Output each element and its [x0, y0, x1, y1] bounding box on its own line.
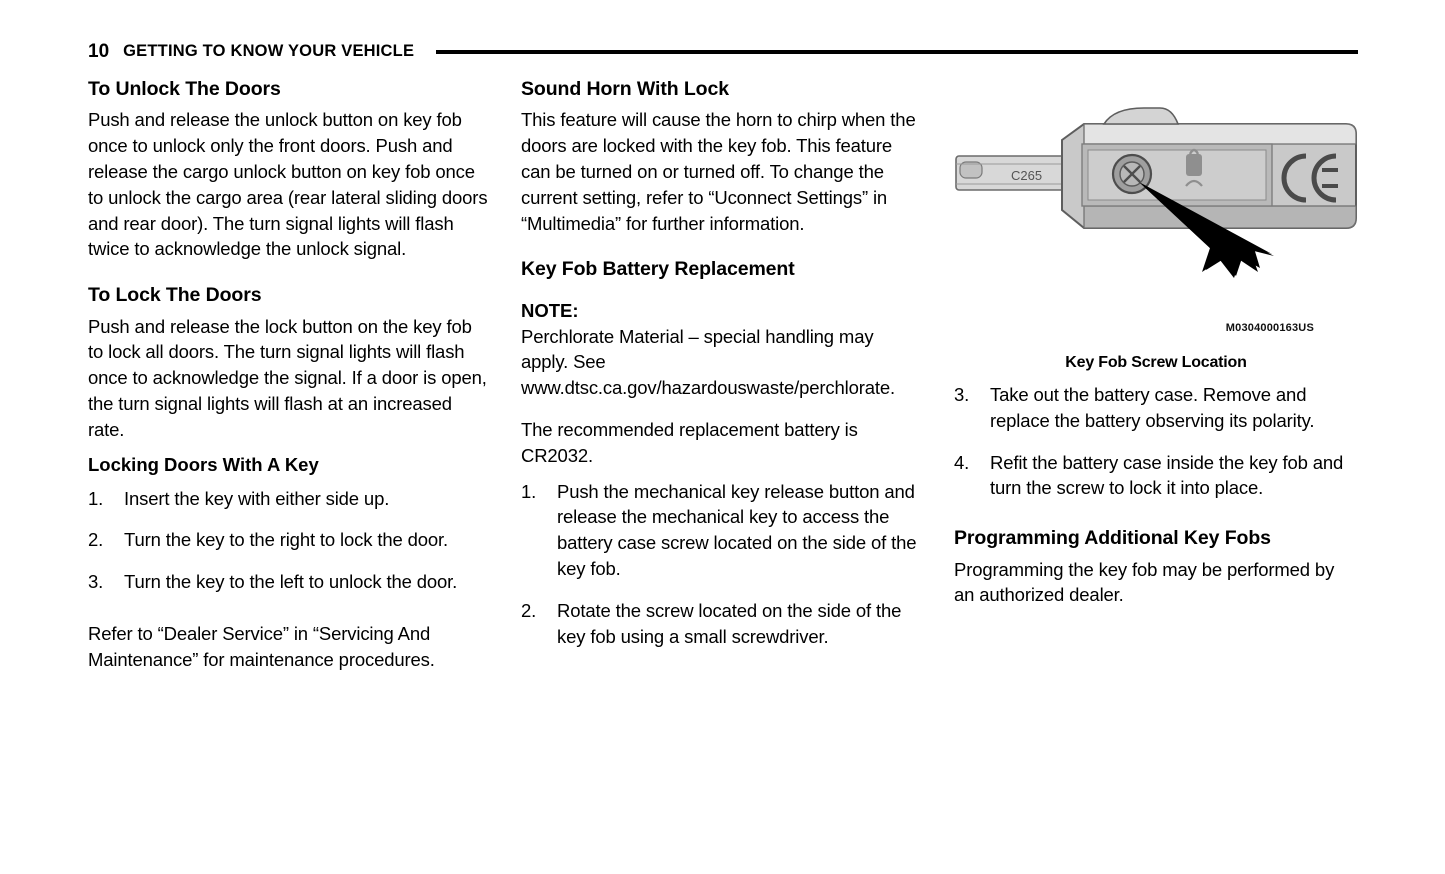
section-heading-unlock-doors: To Unlock The Doors — [88, 78, 281, 100]
list-item-text: Turn the key to the left to unlock the door. — [124, 571, 458, 593]
spacer — [88, 262, 488, 284]
column-middle — [521, 78, 921, 665]
column-left — [88, 78, 488, 673]
page-title: GETTING TO KNOW YOUR VEHICLE — [123, 41, 415, 60]
list-item — [521, 479, 921, 582]
subheading-locking-doors-with-key: Locking Doors With A Key — [88, 453, 319, 475]
list-item — [88, 569, 488, 595]
paragraph-unlock-doors: Push and release the unlock button on key fob once to unlock only the front doors. Push and release the cargo unlock button on key fob once to unlock the cargo area (rear lateral sliding doors and rear door). The turn signal lights will flash twice to acknowledge the unlock signal. — [88, 109, 488, 260]
paragraph-programming-key-fobs: Programming the key fob may be performed by an authorized dealer. — [954, 558, 1335, 606]
header-divider — [436, 50, 1358, 54]
figure-caption: Key Fob Screw Location — [1065, 354, 1247, 371]
list-battery-steps — [521, 479, 921, 650]
list-item-text: Take out the battery case. Remove and replace the battery observing its polarity. — [990, 384, 1315, 431]
list-item — [954, 382, 1358, 434]
list-item-number: 1. — [521, 480, 537, 502]
paragraph-note-perchlorate: Perchlorate Material – special handling may apply. See www.dtsc.ca.gov/hazardouswaste/perchlorate. — [521, 325, 896, 399]
list-item-text: Refit the battery case inside the key fob and turn the screw to lock it into place. — [990, 451, 1344, 499]
paragraph-refer-dealer-service: Refer to “Dealer Service” in “Servicing And Maintenance” for maintenance procedures. — [88, 623, 435, 670]
list-item-number: 1. — [88, 487, 104, 509]
list-item-number: 2. — [88, 529, 104, 551]
key-fob-illustration — [954, 100, 1358, 315]
spacer — [521, 401, 921, 417]
list-item — [88, 486, 488, 512]
list-item-number: 3. — [88, 571, 104, 593]
spacer — [88, 611, 488, 621]
list-item-text: Rotate the screw located on the side of the key fob using a small screwdriver. — [557, 599, 902, 647]
list-item-text: Turn the key to the right to lock the door. — [124, 529, 448, 551]
spacer — [521, 236, 921, 258]
list-item — [88, 527, 488, 553]
spacer — [954, 517, 1358, 527]
section-heading-lock-doors: To Lock The Doors — [88, 284, 262, 307]
list-item-number: 3. — [954, 384, 970, 405]
paragraph-sound-horn: This feature will cause the horn to chirp when the doors are locked with the key fob. This feature can be turned on or turned off. To change the current setting, refer to “Uconnect Settings” in “Multimedia” for further information. — [521, 109, 916, 234]
svg-text:C265: C265 — [1011, 168, 1043, 183]
note-label: NOTE: — [521, 299, 579, 321]
section-heading-programming-key-fobs: Programming Additional Key Fobs — [954, 527, 1271, 550]
list-item-number: 4. — [954, 451, 970, 473]
figure-key-fob-screw-location — [954, 100, 1358, 334]
list-item — [521, 598, 921, 650]
list-locking-steps — [88, 486, 488, 595]
list-item — [954, 450, 1358, 502]
paragraph-lock-doors: Push and release the lock button on the key fob to lock all doors. The turn signal lights will flash once to acknowledge the signal. If a door is open, the turn signal lights will flash at an increased rate. — [88, 315, 487, 440]
paragraph-recommended-battery: The recommended replacement battery is CR2032. — [521, 418, 858, 466]
list-item-text: Insert the key with either side up. — [124, 487, 390, 509]
figure-code: M0304000163US — [1225, 322, 1314, 334]
page-number: 10 — [88, 40, 110, 62]
spacer — [88, 443, 488, 453]
list-item-number: 2. — [521, 599, 537, 621]
list-battery-steps-continued — [954, 382, 1358, 501]
spacer — [521, 288, 921, 298]
list-item-text: Push the mechanical key release button and release the mechanical key to access the battery case screw located on the side of the key fob. — [557, 480, 917, 579]
column-right — [954, 78, 1358, 608]
section-heading-sound-horn-with-lock: Sound Horn With Lock — [521, 78, 729, 100]
page-header — [88, 36, 1358, 66]
section-heading-key-fob-battery-replacement: Key Fob Battery Replacement — [521, 258, 795, 281]
